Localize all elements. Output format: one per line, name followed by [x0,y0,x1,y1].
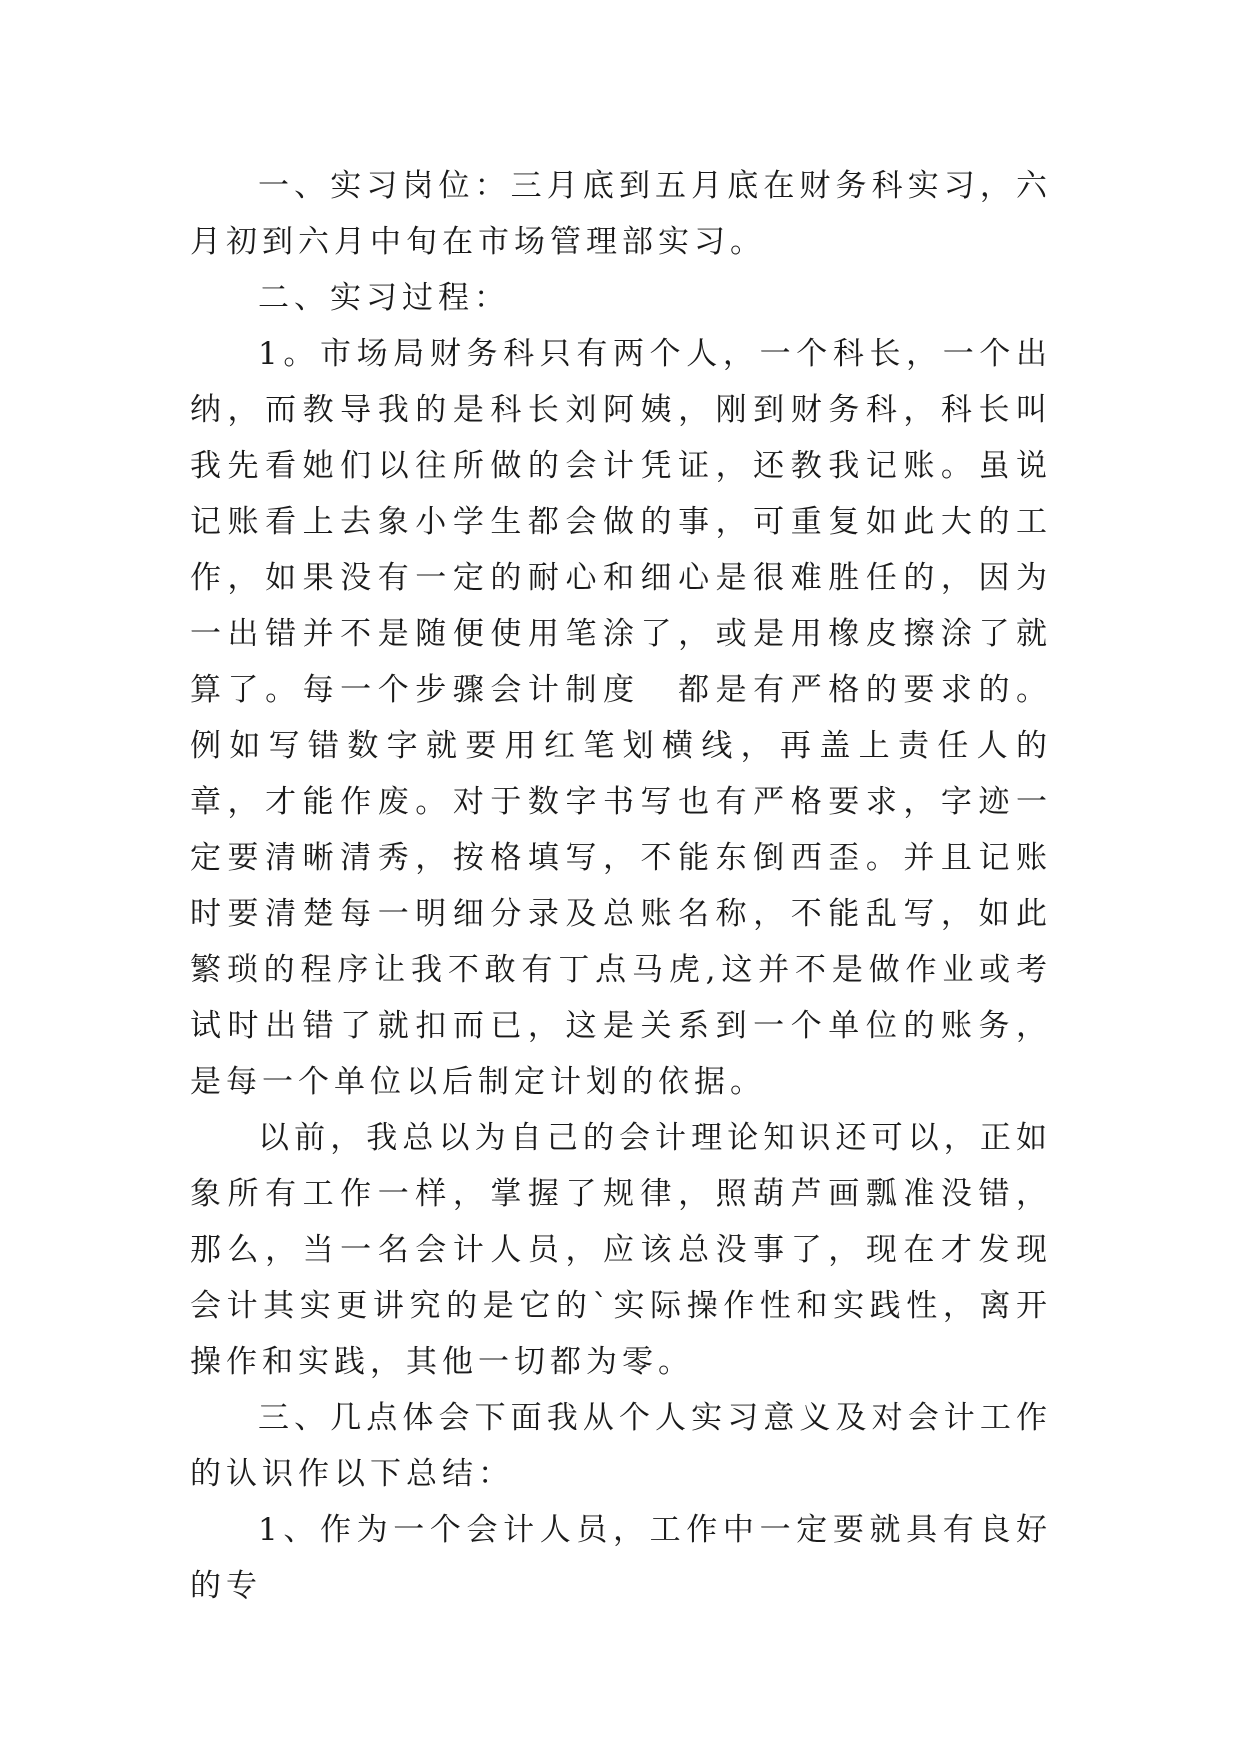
paragraph-experience-heading: 三、几点体会下面我从个人实习意义及对会计工作的认识作以下总结： [190,1400,1052,1492]
paragraph-finance-department: 1。市场局财务科只有两个人，一个科长，一个出纳，而教导我的是科长刘阿姨，刚到财务科，科长叫我先看她们以往所做的会计凭证，还教我记账。虽说记账看上去象小学生都会做的事，可重复如此大的工作，如果没有一定的耐心和细心是很难胜任的，因为一出错并不是随便使用笔涂了，或是用橡皮擦涂了就算了。每一个步骤会计制度 都是有严格的要求的。例如写错数字就要用红笔划横线，再盖上责任人的章，才能作废。对于数字书写也有严格要求，字迹一定要清晰清秀，按格填写，不能东倒西歪。并且记账时要清楚每一明细分录及总账名称，不能乱写，如此繁琐的程序让我不敢有丁点马虎,这并不是做作业或考试时出错了就扣而已，这是关系到一个单位的账务，是每一个单位以后制定计划的依据。 [190,336,1052,1100]
paragraph-accounting-practice: 以前，我总以为自己的会计理论知识还可以，正如象所有工作一样，掌握了规律，照葫芦画瓢准没错，那么，当一名会计人员，应该总没事了，现在才发现会计其实更讲究的是它的`实际操作性和实践性，离开操作和实践，其他一切都为零。 [190,1120,1052,1380]
document-body [190,158,1052,1614]
paragraph-internship-positions: 一、实习岗位：三月底到五月底在财务科实习，六月初到六月中旬在市场管理部实习。 [190,168,1052,260]
paragraph-accountant-qualities: 1、作为一个会计人员，工作中一定要就具有良好的专 [190,1512,1052,1604]
paragraph-internship-process-heading: 二、实习过程： [258,280,510,316]
